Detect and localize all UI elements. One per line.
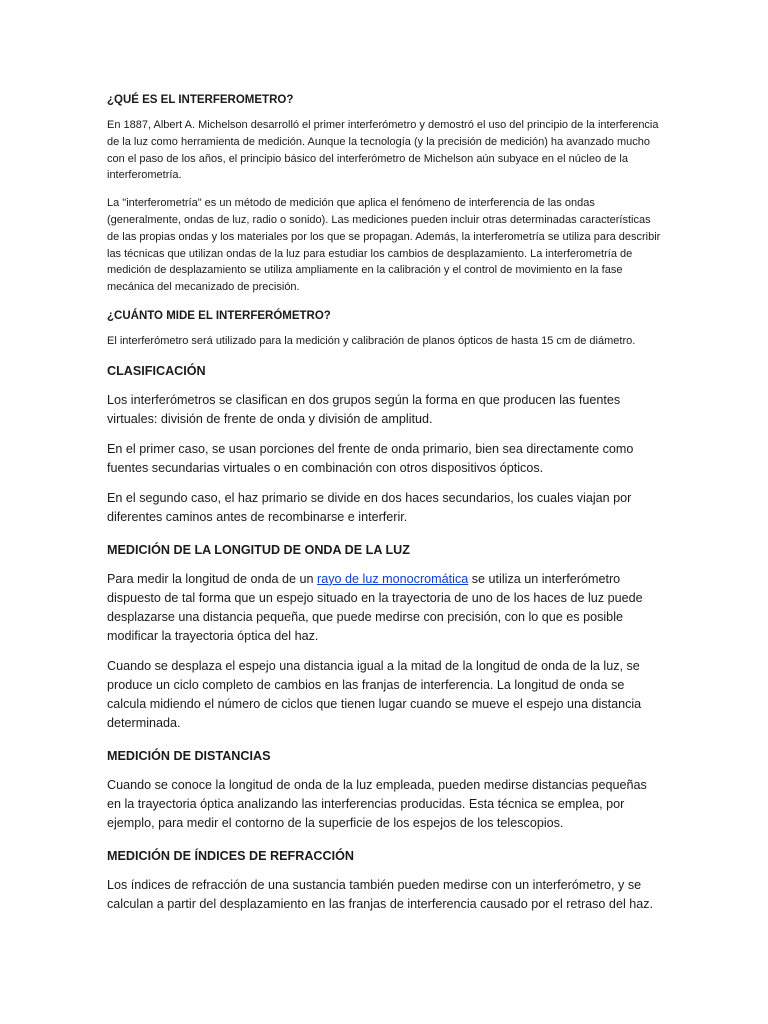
section-clasificacion <box>107 364 663 527</box>
link-rayo-luz-monocromatica[interactable]: rayo de luz monocromática <box>317 571 469 586</box>
paragraph-interferometria-definicion: La "interferometría" es un método de medición que aplica el fenómeno de interferencia de las ondas (generalmente, ondas de luz, radio o sonido). Las mediciones pueden incluir otras determinadas características de las propias ondas y los materiales por los que se propagan. Además, la interferometría se utiliza para describir las técnicas que utilizan ondas de la luz para estudiar los cambios de desplazamiento. La interferometría de medición de desplazamiento se utiliza ampliamente en la calibración y el control de movimiento en la fase mecánica del mecanizado de precisión. <box>107 197 661 294</box>
paragraph-primer-caso: En el primer caso, se usan porciones del frente de onda primario, bien sea directamente como fuentes secundarias virtuales o en combinación con otros dispositivos ópticos. <box>107 441 634 475</box>
section-longitud-onda <box>107 543 663 733</box>
paragraph-indices-refraccion: Los índices de refracción de una sustancia también pueden medirse con un interferómetro, y se calculan a partir del desplazamiento en las franjas de interferencia causado por el retraso del haz. <box>107 877 654 911</box>
document-content <box>107 88 663 925</box>
paragraph-medir-distancias: Cuando se conoce la longitud de onda de la luz empleada, pueden medirse distancias pequeñas en la trayectoria óptica analizando las interferencias producidas. Esta técnica se emplea, por ejemplo, para medir el contorno de la superficie de los espejos de los telescopios. <box>107 777 647 830</box>
heading-clasificacion: CLASIFICACIÓN <box>107 363 206 378</box>
heading-refraccion: MEDICIÓN DE ÍNDICES DE REFRACCIÓN <box>107 848 354 863</box>
heading-que-es: ¿QUÉ ES EL INTERFEROMETRO? <box>107 94 294 106</box>
section-refraccion <box>107 849 663 914</box>
section-distancias <box>107 749 663 833</box>
paragraph-michelson-history: En 1887, Albert A. Michelson desarrolló el primer interferómetro y demostró el uso del principio de la interferencia de la luz como herramienta de medición. Aunque la tecnología (y la precisión de medición) ha avanzado mucho con el paso de los años, el principio básico del interferómetro de Michelson aún subyace en el núcleo de la interferometría. <box>107 119 659 182</box>
paragraph-medicion-planos: El interferómetro será utilizado para la medición y calibración de planos ópticos de hasta 15 cm de diámetro. <box>107 334 636 347</box>
paragraph-text-before-link: Para medir la longitud de onda de un <box>107 571 318 586</box>
paragraph-desplazamiento-espejo: Cuando se desplaza el espejo una distancia igual a la mitad de la longitud de onda de la luz, se produce un ciclo completo de cambios en las franjas de interferencia. La longitud de onda se calcula midiendo el número de ciclos que tienen lugar cuando se mueve el espejo una distancia determinada. <box>107 658 642 730</box>
paragraph-text-after-link: se utiliza un interferómetro dispuesto de tal forma que un espejo situado en la trayectoria de uno de los haces de luz puede desplazarse una distancia pequeña, que puede medirse con precisión, con lo que es posible modificar la trayectoria óptica del haz. <box>107 571 643 643</box>
paragraph-clasificacion-grupos: Los interferómetros se clasifican en dos grupos según la forma en que producen las fuentes virtuales: división de frente de onda y división de amplitud. <box>107 392 621 426</box>
paragraph-medir-longitud-onda <box>107 570 663 646</box>
heading-cuanto-mide: ¿CUÁNTO MIDE EL INTERFERÓMETRO? <box>107 309 331 322</box>
section-que-es <box>107 94 663 296</box>
section-cuanto-mide <box>107 310 663 350</box>
heading-distancias: MEDICIÓN DE DISTANCIAS <box>107 748 271 763</box>
paragraph-segundo-caso: En el segundo caso, el haz primario se divide en dos haces secundarios, los cuales viajan por diferentes caminos antes de recombinarse e interferir. <box>107 490 632 524</box>
heading-longitud-onda: MEDICIÓN DE LA LONGITUD DE ONDA DE LA LUZ <box>107 542 410 557</box>
